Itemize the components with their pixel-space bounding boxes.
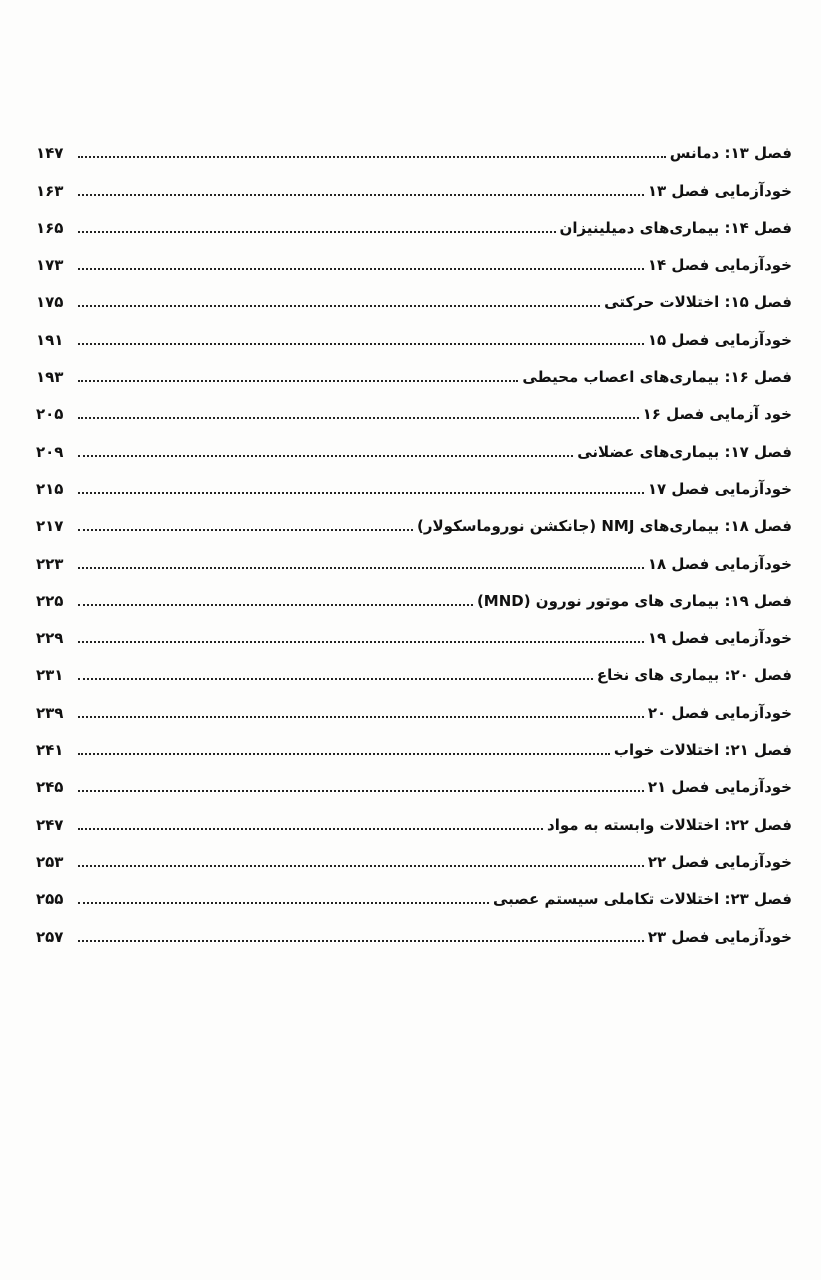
toc-entry — [36, 911, 792, 948]
toc-entry — [36, 352, 792, 389]
toc-entry-title: خودآزمایی فصل ۲۱ — [647, 778, 792, 797]
toc-entry-title: خودآزمایی فصل ۲۲ — [647, 852, 792, 871]
dot-leader — [78, 492, 644, 494]
toc-entry-page: ۱۹۱ — [36, 330, 64, 349]
toc-entry-page: ۲۰۹ — [36, 442, 64, 461]
toc-entry-title: خود آزمایی فصل ۱۶ — [642, 405, 792, 424]
toc-entry-title: فصل ۱۴: بیماری‌های دمیلینیزان — [559, 218, 792, 237]
toc-entry-title: خودآزمایی فصل ۱۷ — [647, 479, 792, 498]
toc-entry — [36, 501, 792, 538]
toc-entry — [36, 762, 792, 799]
toc-entry-title: فصل ۲۰: بیماری های نخاع — [596, 666, 792, 685]
toc-entry-page: ۲۳۱ — [36, 666, 64, 685]
table-of-contents — [36, 128, 792, 949]
toc-entry-page: ۱۷۵ — [36, 293, 64, 312]
toc-entry-page: ۱۷۳ — [36, 256, 64, 275]
toc-entry-page: ۲۲۳ — [36, 554, 64, 573]
dot-leader — [78, 380, 518, 382]
toc-entry — [36, 389, 792, 426]
toc-entry-title: خودآزمایی فصل ۱۸ — [647, 554, 792, 573]
toc-entry — [36, 538, 792, 575]
toc-entry — [36, 203, 792, 240]
toc-entry-title: خودآزمایی فصل ۲۳ — [647, 927, 792, 946]
toc-entry-title: فصل ۱۳: دمانس — [669, 144, 792, 163]
toc-entry — [36, 799, 792, 836]
dot-leader — [78, 902, 489, 904]
toc-entry-page: ۱۶۳ — [36, 181, 64, 200]
dot-leader — [78, 417, 639, 419]
toc-entry-title: فصل ۲۳: اختلالات تکاملی سیستم عصبی — [492, 890, 792, 909]
toc-entry-page: ۱۴۷ — [36, 144, 64, 163]
toc-entry — [36, 277, 792, 314]
dot-leader — [78, 268, 644, 270]
toc-entry-page: ۱۶۵ — [36, 218, 64, 237]
toc-entry-title: فصل ۲۲: اختلالات وابسته به مواد — [547, 815, 792, 834]
toc-entry — [36, 128, 792, 165]
toc-entry-page: ۲۱۷ — [36, 517, 64, 536]
toc-entry — [36, 874, 792, 911]
toc-entry — [36, 613, 792, 650]
dot-leader — [78, 865, 644, 867]
toc-entry-page: ۲۴۱ — [36, 741, 64, 760]
toc-entry-title: فصل ۱۷: بیماری‌های عضلانی — [577, 442, 792, 461]
toc-entry — [36, 464, 792, 501]
dot-leader — [78, 716, 644, 718]
toc-entry-title: فصل ۱۸: بیماری‌های NMJ (جانکشن نوروماسکولار) — [417, 517, 792, 536]
toc-entry-page: ۲۵۷ — [36, 927, 64, 946]
dot-leader — [78, 790, 644, 792]
toc-entry-title: خودآزمایی فصل ۲۰ — [647, 703, 792, 722]
dot-leader — [78, 455, 573, 457]
toc-entry-page: ۲۴۷ — [36, 815, 64, 834]
toc-entry-page: ۱۹۳ — [36, 368, 64, 387]
toc-entry-title: فصل ۱۹: بیماری های موتور نورون (MND) — [476, 591, 792, 610]
toc-entry — [36, 576, 792, 613]
toc-entry-title: فصل ۲۱: اختلالات خواب — [613, 741, 792, 760]
dot-leader — [78, 231, 556, 233]
toc-entry-page: ۲۵۵ — [36, 890, 64, 909]
toc-entry-title: خودآزمایی فصل ۱۳ — [647, 181, 792, 200]
dot-leader — [78, 343, 644, 345]
toc-entry-title: خودآزمایی فصل ۱۵ — [647, 330, 792, 349]
toc-entry-page: ۲۵۳ — [36, 852, 64, 871]
dot-leader — [78, 828, 543, 830]
toc-entry — [36, 240, 792, 277]
toc-entry-page: ۲۱۵ — [36, 479, 64, 498]
dot-leader — [78, 604, 473, 606]
dot-leader — [78, 753, 610, 755]
toc-entry — [36, 687, 792, 724]
dot-leader — [78, 156, 666, 158]
toc-entry-page: ۲۲۹ — [36, 629, 64, 648]
toc-entry-title: خودآزمایی فصل ۱۴ — [647, 256, 792, 275]
toc-entry-page: ۲۳۹ — [36, 703, 64, 722]
dot-leader — [78, 940, 644, 942]
toc-entry — [36, 725, 792, 762]
toc-entry-title: فصل ۱۶: بیماری‌های اعصاب محیطی — [522, 368, 792, 387]
toc-entry — [36, 426, 792, 463]
toc-entry — [36, 650, 792, 687]
toc-entry — [36, 314, 792, 351]
toc-entry-page: ۲۲۵ — [36, 591, 64, 610]
toc-entry-page: ۲۴۵ — [36, 778, 64, 797]
dot-leader — [78, 194, 644, 196]
dot-leader — [78, 305, 600, 307]
dot-leader — [78, 567, 644, 569]
toc-entry-title: فصل ۱۵: اختلالات حرکتی — [604, 293, 792, 312]
dot-leader — [78, 641, 644, 643]
toc-entry — [36, 165, 792, 202]
dot-leader — [78, 678, 593, 680]
toc-entry — [36, 837, 792, 874]
toc-entry-page: ۲۰۵ — [36, 405, 64, 424]
dot-leader — [78, 529, 413, 531]
toc-entry-title: خودآزمایی فصل ۱۹ — [647, 629, 792, 648]
